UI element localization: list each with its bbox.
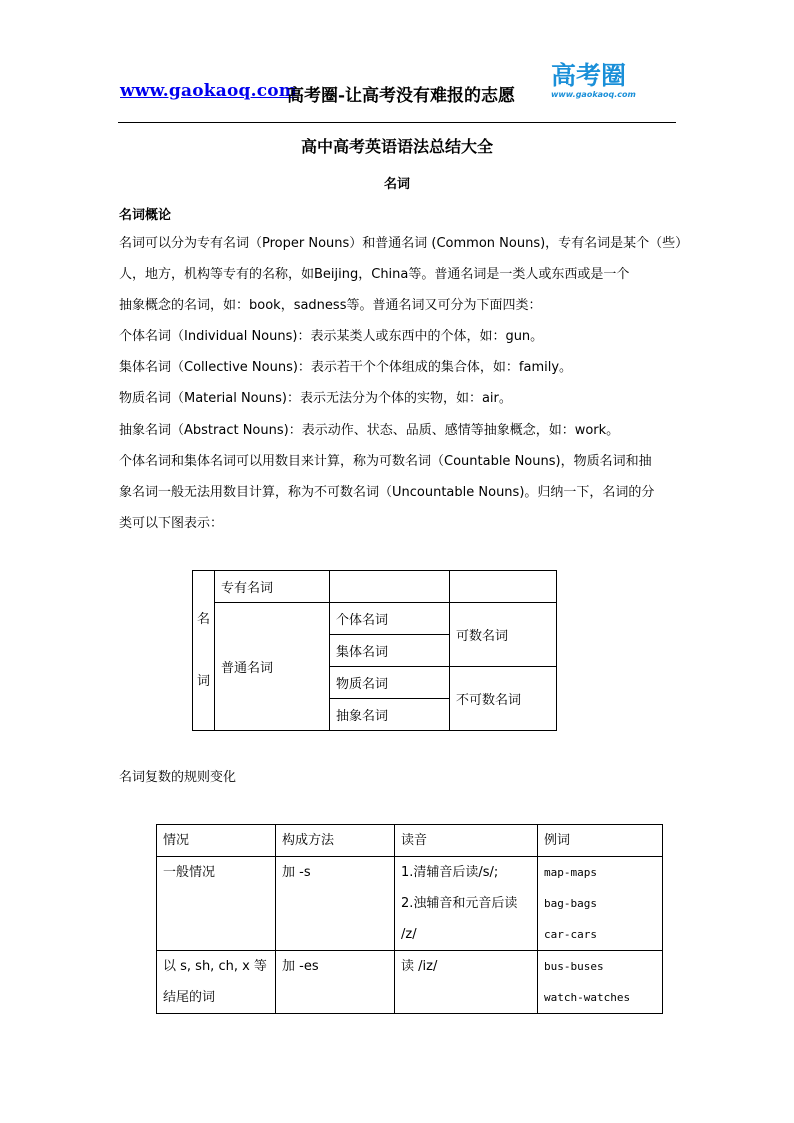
situation-line: 一般情况 (163, 865, 216, 880)
paragraph-line: 个体名词（Individual Nouns)：表示某类人或东西中的个体，如：gun。 (119, 329, 544, 344)
example-word: bag-bags (544, 897, 597, 910)
collective-noun-cell: 集体名词 (330, 635, 450, 667)
examples-cell (538, 951, 663, 1014)
pronunciation-cell (395, 951, 538, 1014)
countable-noun-cell: 可数名词 (450, 603, 557, 667)
paragraph-line: 个体名词和集体名词可以用数目来计算，称为可数名词（Countable Nouns)，物质名词和抽 (119, 454, 652, 469)
common-noun-cell: 普通名词 (215, 603, 330, 731)
table-header-cell: 读音 (395, 825, 538, 857)
method-cell: 加 -es (276, 951, 395, 1014)
situation-cell (157, 951, 276, 1014)
proper-noun-cell: 专有名词 (215, 571, 330, 603)
table-side-label: 名 词 (193, 571, 215, 731)
table-header-cell: 情况 (157, 825, 276, 857)
uncountable-noun-cell: 不可数名词 (450, 667, 557, 731)
empty-cell (450, 571, 557, 603)
plural-rules-table (156, 824, 663, 1014)
paragraph-line: 类可以下图表示： (119, 516, 224, 531)
document-title: 高中高考英语语法总结大全 (300, 137, 493, 156)
site-url-link[interactable]: www.gaokaoq.com (120, 81, 297, 101)
examples-cell (538, 857, 663, 951)
individual-noun-cell: 个体名词 (330, 603, 450, 635)
paragraph-line: 抽象概念的名词，如：book，sadness等。普通名词又可分为下面四类： (119, 298, 542, 313)
document-subtitle: 名词 (383, 177, 410, 192)
situation-line: 结尾的词 (163, 990, 216, 1005)
paragraph-line: 集体名词（Collective Nouns)：表示若干个个体组成的集合体，如：family。 (119, 360, 573, 375)
header-divider (118, 122, 676, 123)
pronunciation-line: 2.浊辅音和元音后读 (401, 896, 518, 911)
table-row (157, 951, 663, 1014)
logo-url-text: www.gaokaoq.com (551, 90, 636, 99)
example-word: map-maps (544, 866, 597, 879)
example-word: bus-buses (544, 960, 604, 973)
abstract-noun-cell: 抽象名词 (330, 699, 450, 731)
site-slogan: 高考圈-让高考没有难报的志愿 (287, 86, 516, 106)
material-noun-cell: 物质名词 (330, 667, 450, 699)
method-cell: 加 -s (276, 857, 395, 951)
pronunciation-line: 1.清辅音后读/s/; (401, 865, 499, 880)
example-word: car-cars (544, 928, 597, 941)
table-header-cell: 构成方法 (276, 825, 395, 857)
gaokaoq-logo (549, 59, 653, 101)
pronunciation-line: /z/ (401, 927, 417, 942)
pronunciation-line: 读 /iz/ (401, 959, 438, 974)
paragraph-line: 抽象名词（Abstract Nouns)：表示动作、状态、品质、感情等抽象概念，如：work。 (119, 423, 620, 438)
example-word: watch-watches (544, 991, 631, 1004)
logo-text: 高考圈 (551, 61, 627, 90)
plural-rules-heading: 名词复数的规则变化 (119, 770, 237, 785)
paragraph-line: 物质名词（Material Nouns)：表示无法分为个体的实物，如：air。 (119, 391, 512, 406)
paragraph-line: 人，地方，机构等专有的名称，如Beijing，China等。普通名词是一类人或东西或是一个 (119, 267, 630, 282)
pronunciation-cell (395, 857, 538, 951)
paragraph-line: 名词可以分为专有名词（Proper Nouns）和普通名词 (Common Nouns)，专有名词是某个（些） (119, 236, 689, 251)
empty-cell (330, 571, 450, 603)
table-row (157, 857, 663, 951)
situation-line: 以 s, sh, ch, x 等 (163, 959, 267, 974)
section-heading: 名词概论 (119, 208, 172, 223)
paragraph-line: 象名词一般无法用数目计算，称为不可数名词（Uncountable Nouns)。归纳一下，名词的分 (119, 485, 655, 500)
noun-classification-table (192, 570, 557, 731)
table-header-cell: 例词 (538, 825, 663, 857)
situation-cell (157, 857, 276, 951)
